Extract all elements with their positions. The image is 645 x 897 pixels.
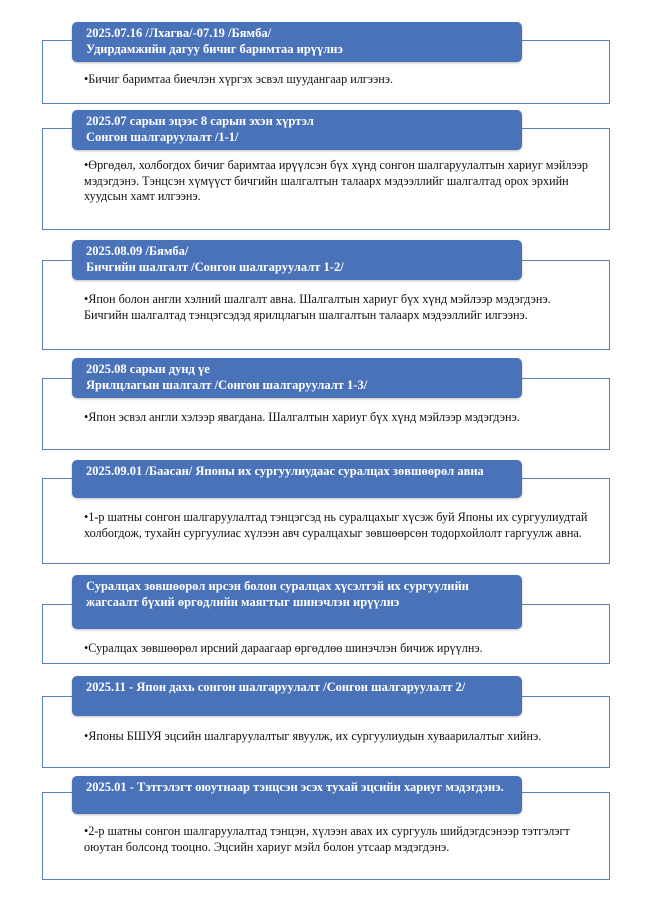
step-5-header-line-1: 2025.09.01 /Баасан/ Японы их сургуулиудаас суралцах зөвшөөрөл авна	[86, 464, 484, 478]
step-3-header-line-1: 2025.08.09 /Бямба/	[86, 244, 189, 258]
step-4-header-line-1: 2025.08 сарын дунд үе	[86, 362, 210, 376]
step-2-header	[72, 110, 522, 150]
step-2-header-line-2: Сонгон шалгаруулалт /1-1/	[86, 130, 239, 144]
step-1-header-line-1: 2025.07.16 /Лхагва/-07.19 /Бямба/	[86, 26, 272, 40]
step-2-body: •Өргөдөл, холбогдох бичиг баримтаа ирүүлсэн бүх хүнд сонгон шалгаруулалтын хариуг мэйлээр мэдэгдэнэ. Тэнцсэн хүмүүст бичгийн шалгалтын талаарх мэдээллийг шалгалтад орох эрхийн хуудсын хамт илгээнэ.	[84, 158, 588, 204]
step-5-body: •1-р шатны сонгон шалгаруулалтад тэнцэгсэд нь суралцахыг хүсэж буй Японы их сургуулиудтай холбогдож, тухайн сургуулиас хүлээн авч суралцахыг зөвшөөрсөн тодорхойлолт гаргуулж авна.	[84, 510, 588, 540]
step-7-header	[72, 676, 522, 716]
step-3-header-line-2: Бичгийн шалгалт /Сонгон шалгаруулалт 1-2/	[86, 260, 344, 274]
step-8-body: •2-р шатны сонгон шалгаруулалтад тэнцэн, хүлээн авах их сургууль шийдэгдсэнээр тэтгэлэгт оюутан болсонд тооцно. Эцсийн хариуг мэйл болон утсаар мэдэгдэнэ.	[84, 824, 570, 854]
step-7-body: •Японы БШУЯ эцсийн шалгаруулалтыг явуулж, их сургуулиудын хуваарилалтыг хийнэ.	[84, 729, 542, 743]
step-4-header-line-2: Ярилцлагын шалгалт /Сонгон шалгаруулалт 1-3/	[86, 378, 368, 392]
step-8-header	[72, 776, 522, 814]
step-4-body: •Япон эсвэл англи хэлээр явагдана. Шалгалтын хариуг бүх хүнд мэйлээр мэдэгдэнэ.	[84, 410, 520, 424]
step-1-header	[72, 22, 522, 62]
step-8-header-line-1: 2025.01 - Тэтгэлэгт оюутнаар тэнцсэн эсэх тухай эцсийн хариуг мэдэгдэнэ.	[86, 780, 504, 794]
step-7-header-line-1: 2025.11 - Япон дахь сонгон шалгаруулалт /Сонгон шалгаруулалт 2/	[86, 680, 466, 694]
step-4-header	[72, 358, 522, 398]
step-3-body: •Япон болон англи хэлний шалгалт авна. Шалгалтын хариуг бүх хүнд мэйлээр мэдэгдэнэ. Бичгийн шалгалтад тэнцэгсэдэд ярилцлагын шалгалтын талаарх мэдээллийг илгээнэ.	[84, 292, 551, 322]
step-5-header	[72, 460, 522, 498]
step-1-body: •Бичиг баримтаа биечлэн хүргэх эсвэл шуудангаар илгээнэ.	[84, 72, 394, 86]
step-6-body: •Суралцах зөвшөөрөл ирсний дараагаар өргөдлөө шинэчлэн бичиж ирүүлнэ.	[84, 641, 483, 655]
step-6-header-line-1: Суралцах зөвшөөрөл ирсэн болон суралцах хүсэлтэй их сургуулийн жагсаалт бүхий өргөдлийн маягтыг шинэчлэн ирүүлнэ	[86, 579, 469, 609]
step-6-header	[72, 575, 522, 629]
step-3-header	[72, 240, 522, 280]
step-1-header-line-2: Удирдамжийн дагуу бичиг баримтаа ирүүлнэ	[86, 42, 343, 56]
step-2-header-line-1: 2025.07 сарын эцээс 8 сарын эхэн хүртэл	[86, 114, 314, 128]
